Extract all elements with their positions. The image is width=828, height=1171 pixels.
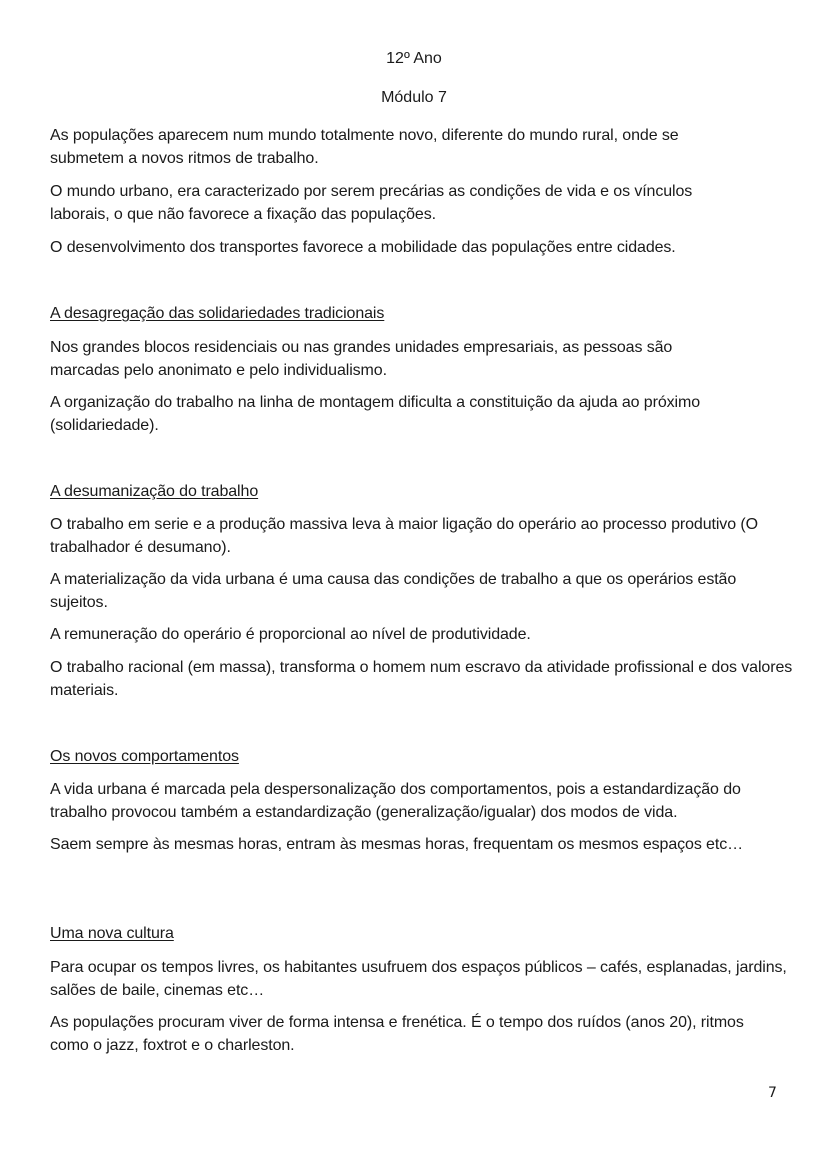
section-heading-comportamentos: Os novos comportamentos xyxy=(50,748,239,765)
section-paragraph: As populações procuram viver de forma intensa e frenética. É o tempo dos ruídos (anos 20), ritmos como o jazz, foxtrot e o charleston. xyxy=(50,1014,744,1054)
document-subtitle: Módulo 7 xyxy=(381,89,447,106)
section-paragraph: O trabalho em serie e a produção massiva leva à maior ligação do operário ao processo produtivo (O trabalhador é desumano). xyxy=(50,516,758,556)
section-heading-solidariedades: A desagregação das solidariedades tradicionais xyxy=(50,305,385,322)
document-title: 12º Ano xyxy=(386,50,442,67)
section-paragraph: A remuneração do operário é proporcional ao nível de produtividade. xyxy=(50,626,531,643)
section-heading-nova-cultura: Uma nova cultura xyxy=(50,925,174,942)
section-paragraph: Saem sempre às mesmas horas, entram às mesmas horas, frequentam os mesmos espaços etc… xyxy=(50,836,744,853)
section-paragraph: A materialização da vida urbana é uma causa das condições de trabalho a que os operários estão sujeitos. xyxy=(50,571,737,611)
section-paragraph: A organização do trabalho na linha de montagem dificulta a constituição da ajuda ao próximo (solidariedade). xyxy=(50,394,700,434)
section-paragraph: O trabalho racional (em massa), transforma o homem num escravo da atividade profissional e dos valores materiais. xyxy=(50,659,793,699)
section-paragraph: A vida urbana é marcada pela despersonalização dos comportamentos, pois a estandardização do trabalho provocou também a estandardização (generalização/igualar) dos modos de vida. xyxy=(50,781,741,821)
intro-paragraph-1: As populações aparecem num mundo totalmente novo, diferente do mundo rural, onde se submetem a novos ritmos de trabalho. xyxy=(50,127,679,167)
section-paragraph: Para ocupar os tempos livres, os habitantes usufruem dos espaços públicos – cafés, esplanadas, jardins, salões de baile, cinemas etc… xyxy=(50,959,787,999)
intro-paragraph-2: O mundo urbano, era caracterizado por serem precárias as condições de vida e os vínculos laborais, o que não favorece a fixação das populações. xyxy=(50,183,693,223)
section-heading-desumanizacao: A desumanização do trabalho xyxy=(50,483,259,500)
intro-paragraph-3: O desenvolvimento dos transportes favorece a mobilidade das populações entre cidades. xyxy=(50,239,676,256)
page-number: 7 xyxy=(768,1085,777,1101)
section-paragraph: Nos grandes blocos residenciais ou nas grandes unidades empresariais, as pessoas são marcadas pelo anonimato e pelo individualismo. xyxy=(50,339,673,379)
